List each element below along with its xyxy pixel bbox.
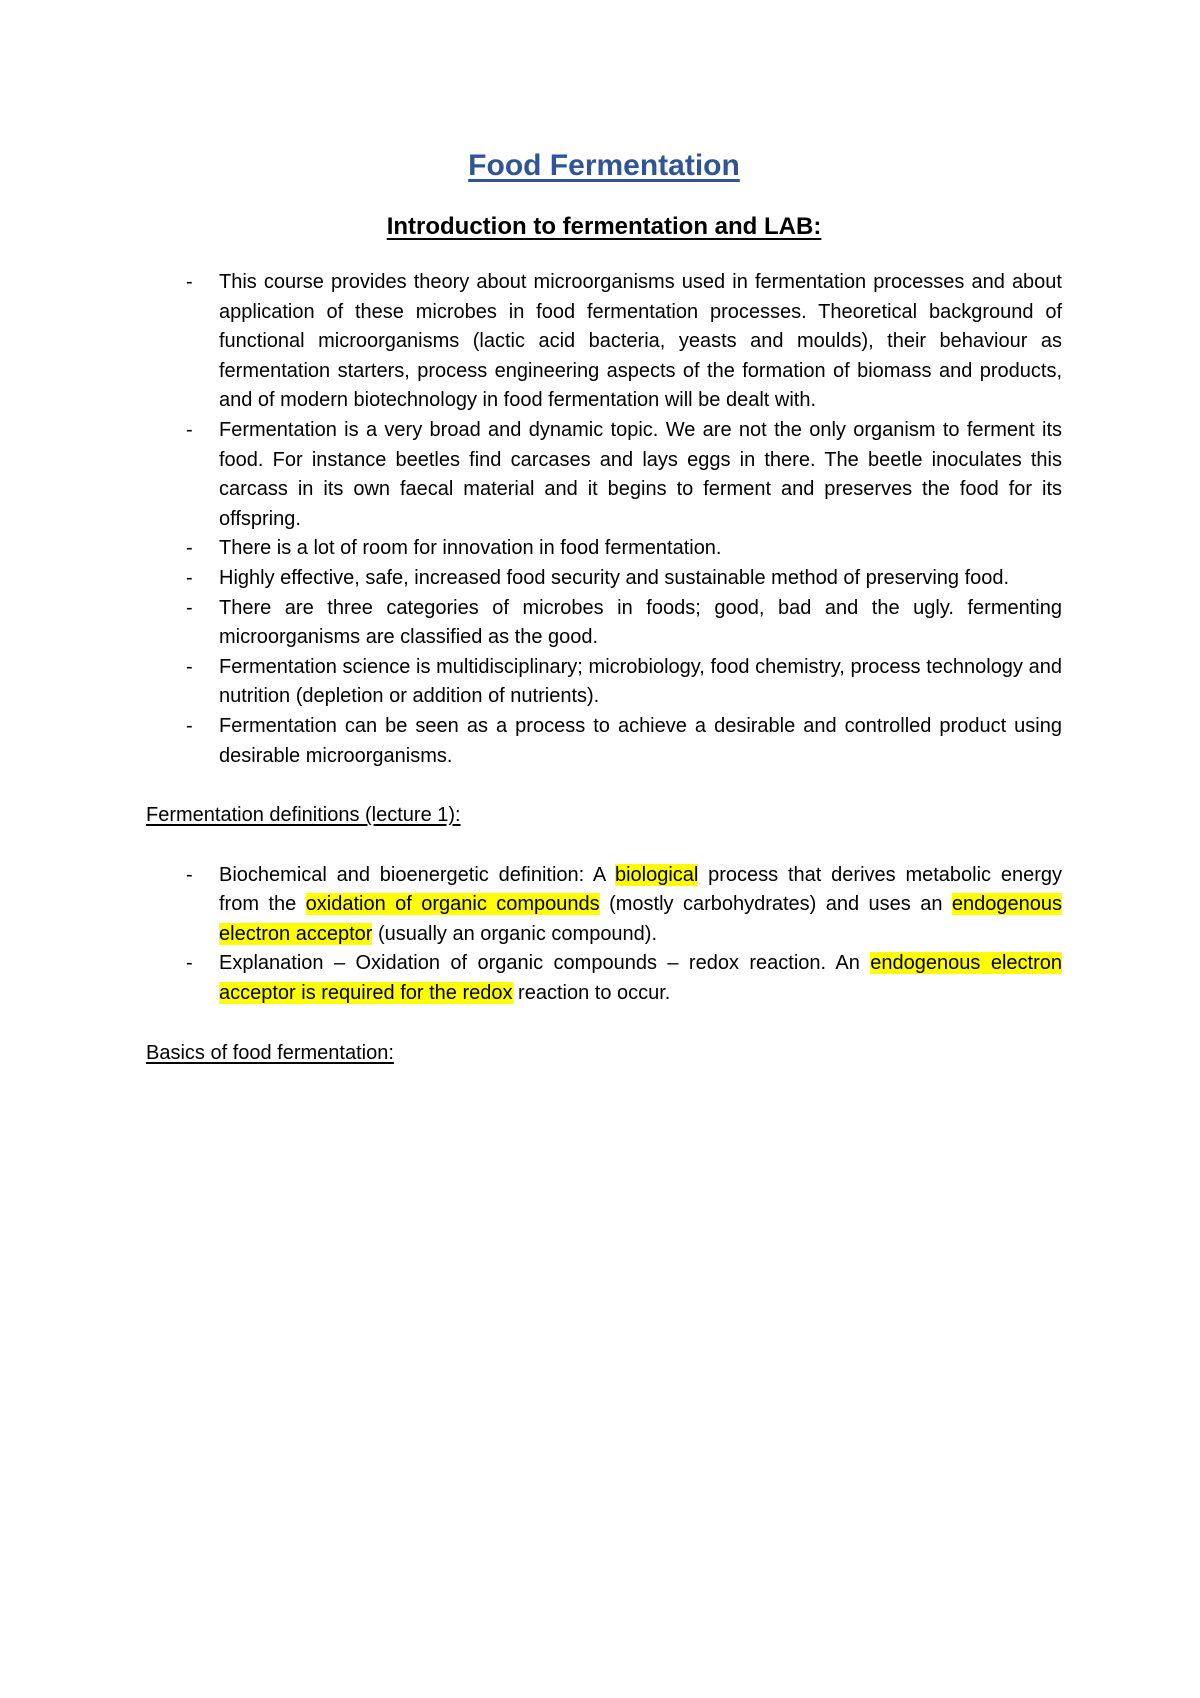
intro-bullet-item: - Fermentation can be seen as a process to achieve a desirable and controlled product using desirable microorganisms. bbox=[146, 712, 1062, 771]
intro-bullet-item: - Fermentation is a very broad and dynamic topic. We are not the only organism to ferment its food. For instance beetles find carcases and lays eggs in there. The beetle inoculates this carcass in its own faecal material and it begins to ferment and preserves the food for its offspring. bbox=[146, 416, 1062, 534]
definition-bullet-item bbox=[146, 949, 1062, 1008]
highlighted-text: biological bbox=[614, 863, 699, 886]
definition-text: Explanation – Oxidation of organic compounds – redox reaction. An bbox=[219, 952, 871, 975]
definition-text: process that derives metabolic energy from the bbox=[219, 863, 1062, 916]
definition-text: (mostly carbohydrates) and uses an bbox=[599, 893, 952, 916]
basics-heading: Basics of food fermentation: bbox=[146, 1041, 394, 1064]
intro-bullet-item: - Highly effective, safe, increased food security and sustainable method of preserving food. bbox=[146, 564, 1062, 594]
intro-bullet-item: - There is a lot of room for innovation in food fermentation. bbox=[146, 534, 1062, 564]
intro-bullet-list bbox=[146, 268, 1062, 771]
intro-bullet-item: - There are three categories of microbes in foods; good, bad and the ugly. fermenting microorganisms are classified as the good. bbox=[146, 594, 1062, 653]
highlighted-text: oxidation of organic compounds bbox=[305, 893, 600, 916]
document-title: Food Fermentation bbox=[468, 149, 740, 182]
intro-bullet-item: - Fermentation science is multidisciplinary; microbiology, food chemistry, process technology and nutrition (depletion or addition of nutrients). bbox=[146, 653, 1062, 712]
section-title-introduction: Introduction to fermentation and LAB: bbox=[386, 213, 822, 240]
definition-text: (usually an organic compound). bbox=[372, 922, 658, 945]
definition-bullet-item bbox=[146, 861, 1062, 950]
highlighted-text: endogenous electron acceptor is required for the redox bbox=[219, 952, 1062, 1005]
definition-text: reaction to occur. bbox=[512, 982, 671, 1005]
definitions-heading: Fermentation definitions (lecture 1): bbox=[146, 804, 461, 827]
highlighted-text: endogenous electron acceptor bbox=[219, 893, 1062, 945]
definition-text: Biochemical and bioenergetic definition: A bbox=[219, 863, 615, 886]
intro-bullet-item: - This course provides theory about microorganisms used in fermentation processes and about application of these microbes in food fermentation processes. Theoretical background of functional microorganisms (lactic acid bacteria, yeasts and moulds), their behaviour as fermentation starters, process engineering aspects of the formation of biomass and products, and of modern biotechnology in food fermentation will be dealt with. bbox=[146, 268, 1062, 416]
definitions-bullet-list bbox=[146, 861, 1062, 1009]
